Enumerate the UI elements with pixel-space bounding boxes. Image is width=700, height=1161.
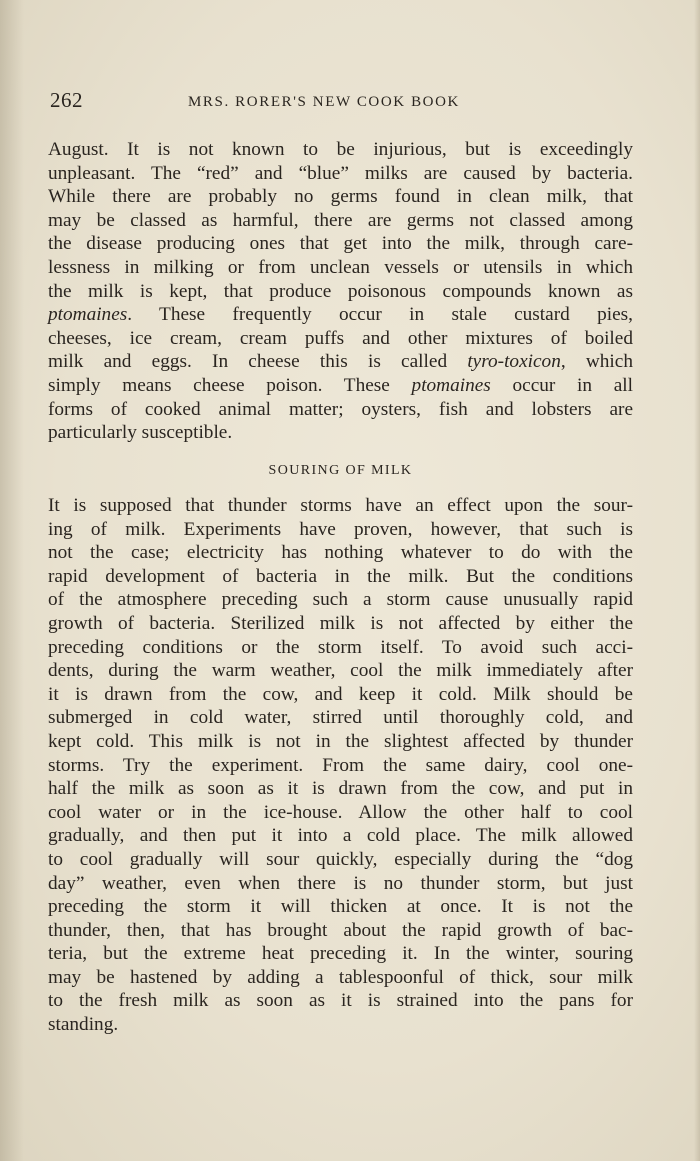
text-line: day” weather, even when there is no thunder storm, but just bbox=[48, 872, 633, 894]
text-line: milk and eggs. In cheese this is called tyro-toxicon, which bbox=[48, 351, 633, 373]
section-heading: SOURING OF MILK bbox=[268, 463, 413, 478]
text-line: growth of bacteria. Sterilized milk is not affected by either the bbox=[48, 612, 633, 634]
text-line: preceding the storm it will thicken at once. It is not the bbox=[48, 896, 633, 918]
text-line: August. It is not known to be injurious, but is exceedingly bbox=[48, 139, 633, 160]
text-line: to the fresh milk as soon as it is strained into the pans for bbox=[48, 990, 633, 1012]
spine-shadow bbox=[0, 0, 24, 1161]
text-line: dents, during the warm weather, cool the milk immediately after bbox=[48, 660, 633, 682]
paragraph-ptomaines bbox=[48, 138, 633, 445]
text-line: standing. bbox=[48, 1014, 119, 1036]
text-line: rapid development of bacteria in the milk. But the conditions bbox=[48, 565, 633, 587]
paragraph-souring-of-milk bbox=[48, 494, 633, 1037]
text-line: cheeses, ice cream, cream puffs and other mixtures of boiled bbox=[48, 327, 633, 349]
page-number: 262 bbox=[50, 88, 83, 112]
text-line: cool water or in the ice-house. Allow the other half to cool bbox=[48, 801, 633, 823]
text-line: thunder, then, that has brought about the rapid growth of bac- bbox=[48, 919, 633, 941]
text-line: unpleasant. The “red” and “blue” milks are caused by bacteria. bbox=[48, 162, 633, 184]
text-line: half the milk as soon as it is drawn from the cow, and put in bbox=[48, 778, 633, 800]
page-edge bbox=[694, 0, 700, 1161]
text-line: submerged in cold water, stirred until thoroughly cold, and bbox=[48, 707, 633, 729]
text-line: teria, but the extreme heat preceding it. In the winter, souring bbox=[48, 943, 633, 965]
text-line: not the case; electricity has nothing whatever to do with the bbox=[48, 542, 633, 564]
text-line: lessness in milking or from unclean vessels or utensils in which bbox=[48, 256, 633, 278]
page-header bbox=[50, 88, 635, 118]
text-line: it is drawn from the cow, and keep it cold. Milk should be bbox=[48, 683, 633, 705]
text-line: kept cold. This milk is not in the slightest affected by thunder bbox=[48, 730, 633, 752]
text-line: preceding conditions or the storm itself. To avoid such acci- bbox=[48, 636, 633, 658]
running-head: MRS. RORER'S NEW COOK BOOK bbox=[188, 94, 460, 110]
text-line: forms of cooked animal matter; oysters, fish and lobsters are bbox=[48, 398, 633, 420]
text-line: It is supposed that thunder storms have an effect upon the sour- bbox=[48, 495, 633, 516]
text-line: particularly susceptible. bbox=[48, 422, 233, 444]
text-line: simply means cheese poison. These ptomaines occur in all bbox=[48, 374, 633, 396]
text-line: the disease producing ones that get into the milk, through care- bbox=[48, 233, 633, 255]
text-line: storms. Try the experiment. From the same dairy, cool one- bbox=[48, 754, 633, 776]
text-line: the milk is kept, that produce poisonous compounds known as bbox=[48, 280, 633, 302]
text-line: may be hastened by adding a tablespoonful of thick, sour milk bbox=[48, 966, 633, 988]
text-line: to cool gradually will sour quickly, especially during the “dog bbox=[48, 848, 633, 870]
text-line: While there are probably no germs found in clean milk, that bbox=[48, 186, 633, 208]
text-line: ptomaines. These frequently occur in stale custard pies, bbox=[48, 304, 633, 326]
text-line: may be classed as harmful, there are germs not classed among bbox=[48, 209, 633, 231]
text-line: ing of milk. Experiments have proven, however, that such is bbox=[48, 518, 633, 540]
text-line: of the atmosphere preceding such a storm cause unusually rapid bbox=[48, 589, 633, 611]
text-line: gradually, and then put it into a cold place. The milk allowed bbox=[48, 825, 633, 847]
